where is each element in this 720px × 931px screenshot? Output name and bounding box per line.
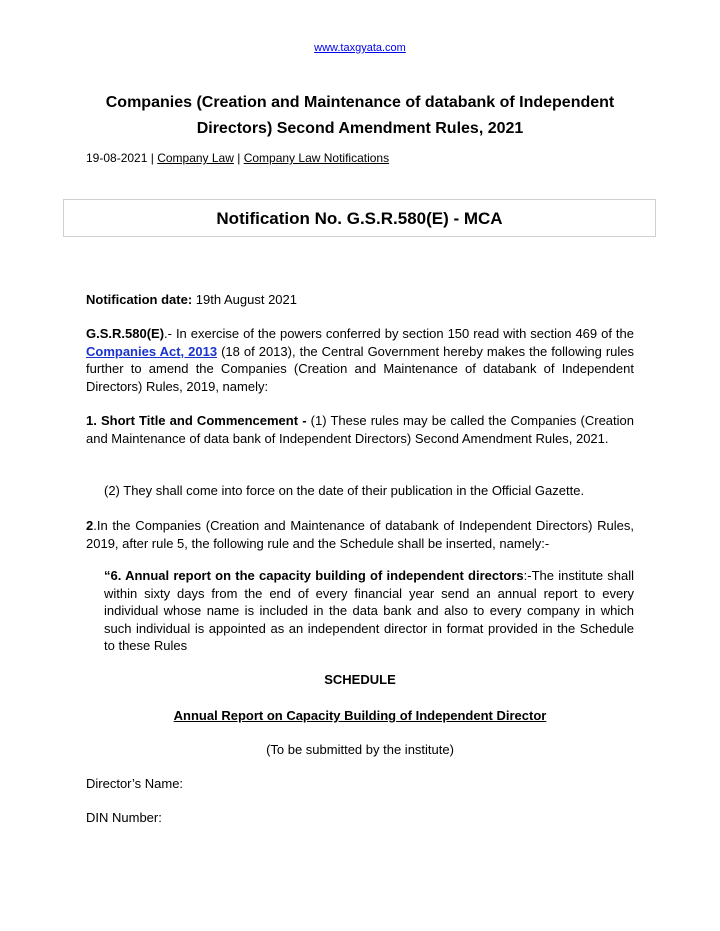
para1-post: (18 of 2013), the Central Government hereby makes the following rules further to amend the Companies (Creation and Maintenance of databank of Independent Directors) Rules, 2019, namely: — [86, 343, 634, 394]
post-date: 19-08-2021 — [86, 151, 148, 165]
site-link[interactable]: www.taxgyata.com — [314, 42, 406, 54]
paragraph-gsr — [86, 325, 634, 395]
category-link-company-law[interactable]: Company Law — [157, 151, 234, 165]
paragraph-insertion — [86, 517, 634, 552]
gsr-ref: G.S.R.580(E) — [86, 326, 165, 341]
para1-pre: .- In exercise of the powers conferred by section 150 read with section 469 of the — [164, 326, 634, 341]
meta-separator: | — [147, 151, 158, 165]
insertion-number: 2 — [86, 518, 94, 533]
directors-name-field: Director’s Name: — [86, 776, 184, 791]
paragraph-rule-6 — [104, 567, 634, 655]
notification-heading: Notification No. G.S.R.580(E) - MCA — [63, 199, 656, 237]
schedule-subheading: Annual Report on Capacity Building of Independent Director — [173, 708, 547, 723]
notification-date-label: Notification date: — [86, 292, 193, 307]
insertion-text: .In the Companies (Creation and Maintenance of databank of Independent Directors) Rules, 2019, after rule 5, the following rule and the Schedule shall be inserted, namely:- — [86, 518, 634, 551]
notification-date — [86, 291, 634, 309]
rule-6-text: :-The institute shall within sixty days from the end of every financial year send an annual report to every individual whose name is included in the data bank and also to every company in which such individual is appointed as an independent director in format provided in the Schedule to these Rules — [104, 568, 635, 653]
notification-date-value: 19th August 2021 — [192, 292, 297, 307]
companies-act-link[interactable]: Companies Act, 2013 — [86, 343, 218, 359]
rule-6-heading: “6. Annual report on the capacity building of independent directors — [104, 568, 524, 583]
paragraph-short-title — [86, 412, 634, 447]
short-title-heading: 1. Short Title and Commencement - — [86, 413, 311, 428]
post-meta — [86, 151, 389, 165]
paragraph-commencement: (2) They shall come into force on the date of their publication in the Official Gazette. — [104, 483, 585, 498]
schedule-heading: SCHEDULE — [324, 672, 396, 687]
meta-separator: | — [233, 151, 244, 165]
category-link-company-law-notifications[interactable]: Company Law Notifications — [243, 151, 390, 165]
short-title-text: (1) These rules may be called the Companies (Creation and Maintenance of data bank of Independent Directors) Second Amendment Rules, 2021. — [86, 413, 634, 446]
page-title: Companies (Creation and Maintenance of databank of Independent Directors) Second Amendment Rules, 2021 — [105, 94, 615, 137]
din-number-field: DIN Number: — [86, 810, 162, 825]
schedule-note: (To be submitted by the institute) — [266, 742, 454, 757]
